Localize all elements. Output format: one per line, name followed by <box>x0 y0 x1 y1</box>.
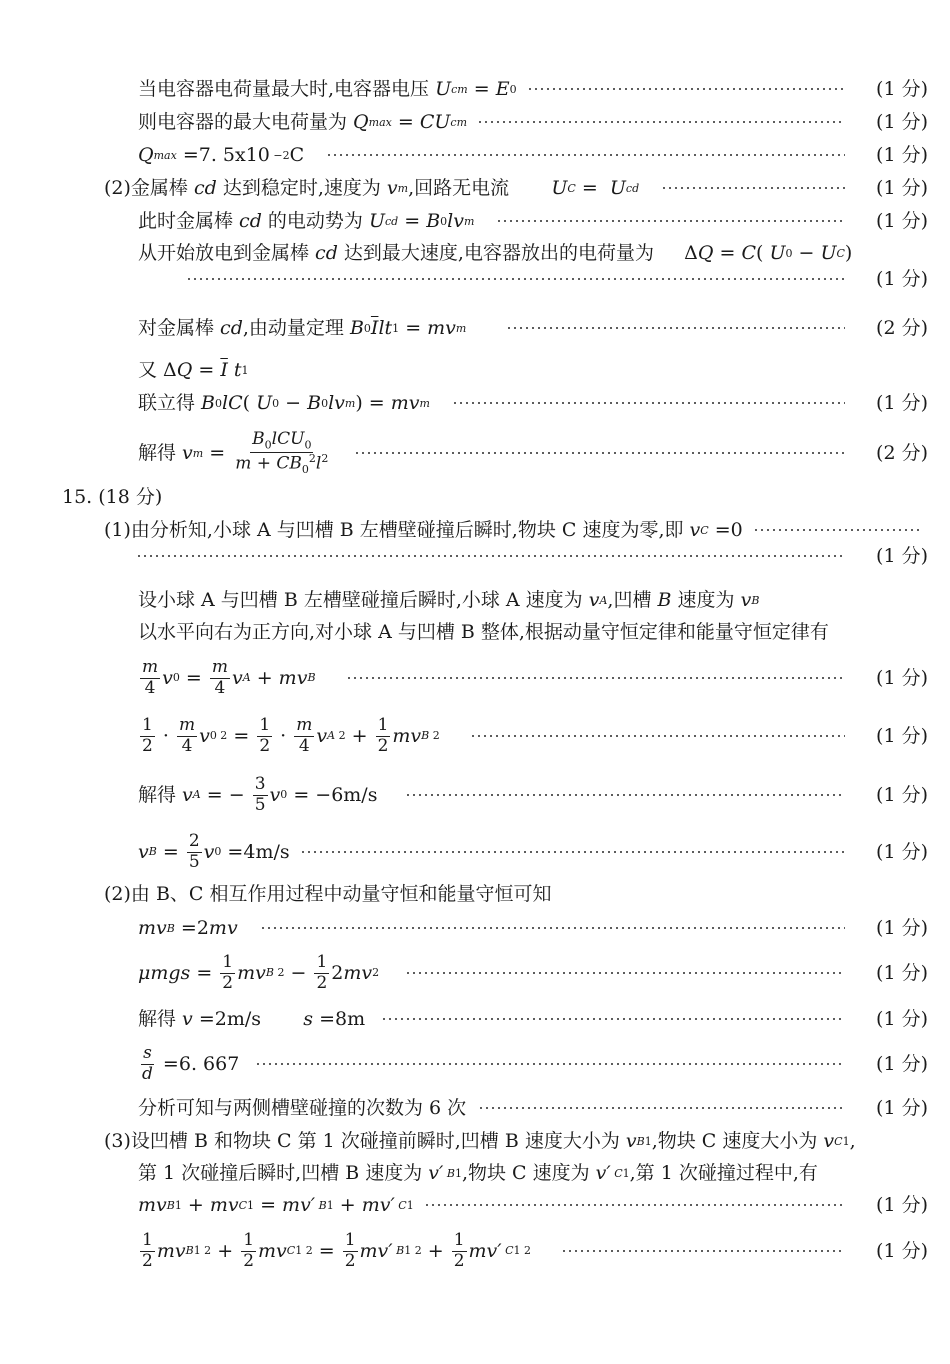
line-5 <box>0 210 950 233</box>
leader-dots <box>346 677 845 679</box>
line-content: 1 2 mv B1 2 + 1 2 mv C1 2 = 1 2 mv′ B1 2 + 1 2 mv′ C1 2 <box>142 1230 532 1271</box>
fraction: m 4 <box>296 715 313 756</box>
line-19 <box>0 775 950 815</box>
leader-dots <box>424 1204 845 1206</box>
line-16 <box>0 621 950 644</box>
fraction: 1 2 <box>344 1230 356 1271</box>
leader-dots <box>326 154 845 156</box>
line-content: (1)由分析知,小球 A 与凹槽 B 左槽壁碰撞后瞬时,物块 C 速度为零,即 v C =0 <box>104 519 743 541</box>
score-label: (1 分) <box>876 210 928 232</box>
fraction: 2 5 <box>188 831 200 872</box>
fraction: 1 2 <box>377 715 389 756</box>
line-content: mv B1 + mv C1 = mv′ B1 + mv′ C1 <box>138 1194 414 1216</box>
line-13 <box>0 519 950 542</box>
score-label: (1 分) <box>876 1052 928 1075</box>
score-label: (1 分) <box>876 1239 928 1262</box>
line-content: 解得 v =2m/s s =8m <box>138 1008 366 1030</box>
line-12 <box>0 486 950 509</box>
line-content: 解得 v m = $B_0lCU_0$ $m + CB_0^2l^2$ <box>138 429 329 477</box>
score-label: (1 分) <box>876 144 928 166</box>
leader-dots <box>405 972 845 974</box>
leader-dots <box>561 1250 845 1252</box>
line-30 <box>0 1231 950 1271</box>
line-content: (2)金属棒 cd 达到稳定时,速度为 v m ,回路无电流 U C = U cd <box>104 177 640 199</box>
fraction: 1 2 <box>142 715 153 756</box>
line-1 <box>0 78 950 101</box>
line-content: m 4 v 0 = m 4 v A + mv B <box>142 657 316 698</box>
line-11 <box>0 430 950 477</box>
leader-dots <box>478 1107 845 1109</box>
line-4 <box>0 177 950 200</box>
leader-dots <box>260 927 845 929</box>
fraction: 1 2 <box>243 1230 255 1271</box>
score-label: (1 分) <box>876 724 928 747</box>
line-content: 联立得 B 0 lC ( U 0 − B 0 lv m ) = mv m <box>138 392 430 414</box>
line-27 <box>0 1130 950 1153</box>
line-content: μmgs = 1 2 mv B 2 − 1 2 2 mv 2 <box>138 952 380 993</box>
line-content: 设小球 A 与凹槽 B 左槽壁碰撞后瞬时,小球 A 速度为 v A ,凹槽 B 速度为 v B <box>138 589 760 611</box>
line-content: Q max =7. 5x10 −2 C <box>138 144 305 166</box>
fraction: 1 2 <box>453 1230 465 1271</box>
leader-dots <box>496 220 845 222</box>
score-label: (1 分) <box>876 111 928 133</box>
fraction: 1 2 <box>222 952 234 993</box>
fraction: 1 2 <box>142 1230 153 1271</box>
line-content: 又 Δ Q = $\overline{I}$ t 1 <box>138 359 249 381</box>
line-14 <box>0 544 950 567</box>
score-label: (1 分) <box>876 840 928 863</box>
line-17 <box>0 658 950 698</box>
leader-dots <box>381 1018 845 1020</box>
line-content: (3)设凹槽 B 和物块 C 第 1 次碰撞前瞬时,凹槽 B 速度大小为 v B1 ,物块 C 速度大小为 v C1 , <box>104 1130 856 1152</box>
score-label: (1 分) <box>876 783 928 806</box>
fraction: 1 2 <box>316 952 328 993</box>
leader-dots <box>506 327 845 329</box>
fraction: 3 5 <box>254 774 266 815</box>
leader-dots <box>186 278 845 280</box>
score-label: (1 分) <box>876 392 928 414</box>
score-label: (1 分) <box>876 78 928 100</box>
score-label: (2 分) <box>876 441 928 464</box>
line-content: 解得 v A = − 3 5 v 0 = −6m/s <box>138 774 378 815</box>
leader-dots <box>354 452 845 454</box>
question-number: 15. (18 分) <box>62 486 163 508</box>
score-label: (1 分) <box>876 1194 928 1216</box>
line-22 <box>0 917 950 940</box>
score-label: (1 分) <box>876 1008 928 1030</box>
line-content: 从开始放电到金属棒 cd 达到最大速度,电容器放出的电荷量为 Δ Q = C ( U 0 − U C ) <box>138 242 853 264</box>
leader-dots <box>405 794 845 796</box>
line-28 <box>0 1162 950 1185</box>
line-content: s d =6. 667 <box>142 1043 240 1084</box>
line-29 <box>0 1194 950 1217</box>
line-content: 1 2 · m 4 v 0 2 = 1 2 · m 4 v A 2 + 1 2 mv B 2 <box>142 715 440 756</box>
line-21 <box>0 883 950 906</box>
line-24 <box>0 1008 950 1031</box>
score-label: (1 分) <box>876 917 928 939</box>
line-content: 此时金属棒 cd 的电动势为 U cd = B 0 lv m <box>138 210 475 232</box>
line-23 <box>0 953 950 993</box>
line-content: 分析可知与两侧槽壁碰撞的次数为 6 次 <box>138 1097 467 1119</box>
leader-dots <box>477 121 845 123</box>
score-label: (1 分) <box>876 544 928 567</box>
line-10 <box>0 392 950 415</box>
score-label: (1 分) <box>876 1097 928 1119</box>
leader-dots <box>527 88 845 90</box>
fraction: s d <box>142 1043 153 1084</box>
line-content: v B = 2 5 v 0 =4m/s <box>138 831 290 872</box>
score-label: (2 分) <box>876 317 928 339</box>
leader-dots <box>255 1063 845 1065</box>
line-content: mv B =2 mv <box>138 917 238 939</box>
line-content: 当电容器电荷量最大时,电容器电压 U cm = E 0 <box>138 78 517 100</box>
line-15 <box>0 589 950 612</box>
leader-dots <box>452 402 845 404</box>
score-label: (1 分) <box>876 961 928 984</box>
line-26 <box>0 1097 950 1120</box>
fraction: m 4 <box>178 715 196 756</box>
leader-dots <box>470 735 845 737</box>
fraction: 1 2 <box>259 715 271 756</box>
leader-dots <box>136 555 845 557</box>
line-content: (2)由 B、C 相互作用过程中动量守恒和能量守恒可知 <box>104 883 552 905</box>
line-content: 对金属棒 cd ,由动量定理 B 0 $\overline{I}$ lt 1 = mv m <box>138 317 467 339</box>
fraction: $B_0lCU_0$ $m + CB_0^2l^2$ <box>235 429 329 477</box>
leader-dots <box>661 187 845 189</box>
line-6 <box>0 242 950 265</box>
score-label: (1 分) <box>876 177 928 199</box>
line-25 <box>0 1044 950 1084</box>
line-content: 第 1 次碰撞后瞬时,凹槽 B 速度为 v′ B1 ,物块 C 速度为 v′ C1 ,第 1 次碰撞过程中,有 <box>138 1162 818 1184</box>
fraction: m 4 <box>142 657 159 698</box>
line-content: 则电容器的最大电荷量为 Q max = CU cm <box>138 111 467 133</box>
score-label: (1 分) <box>876 666 928 689</box>
line-2 <box>0 111 950 134</box>
line-3 <box>0 144 950 167</box>
leader-dots <box>300 851 845 853</box>
line-7 <box>0 267 950 290</box>
fraction: m 4 <box>211 657 228 698</box>
line-9 <box>0 359 950 382</box>
line-8 <box>0 317 950 340</box>
line-content: 以水平向右为正方向,对小球 A 与凹槽 B 整体,根据动量守恒定律和能量守恒定律有 <box>138 621 829 643</box>
leader-dots <box>753 529 920 531</box>
score-label: (1 分) <box>876 267 928 290</box>
line-20 <box>0 832 950 872</box>
line-18 <box>0 716 950 756</box>
